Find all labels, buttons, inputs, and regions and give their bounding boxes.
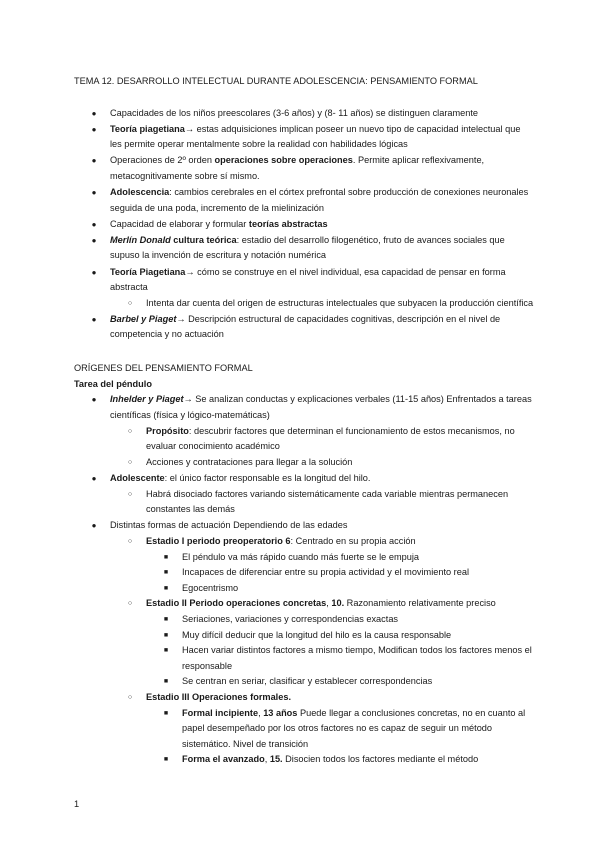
circle-bullet-icon: ○: [127, 693, 133, 701]
bullet-icon: ●: [91, 520, 97, 530]
bullet-icon: ●: [91, 108, 97, 118]
sub-list-item: ○ Intenta dar cuenta del origen de estructuras intelectuales que subyacen la producción científica: [74, 296, 534, 312]
list-item: ● Barbel y Piaget→ Descripción estructural de capacidades cognitivas, descripción en el nivel de competencia y no actuación: [74, 312, 534, 343]
sub-sub-list-item: ■ Forma el avanzado, 15. Disocien todos los factores mediante el método: [74, 752, 534, 768]
square-bullet-icon: ■: [163, 647, 169, 655]
sub-list-item: ○ Acciones y contrataciones para llegar a la solución: [74, 455, 534, 471]
sub-sub-list-item: ■ Egocentrismo: [74, 581, 534, 597]
circle-bullet-icon: ○: [127, 459, 133, 467]
sub-sub-list-item: ■ Muy difícil deducir que la longitud del hilo es la causa responsable: [74, 628, 534, 644]
square-bullet-icon: ■: [163, 756, 169, 764]
list-item: ● Teoría Piagetiana→ cómo se construye en el nivel individual, esa capacidad de pensar en forma abstracta: [74, 265, 534, 296]
bullet-icon: ●: [91, 235, 97, 245]
circle-bullet-icon: ○: [127, 538, 133, 546]
bullet-icon: ●: [91, 267, 97, 277]
list-item: ● Merlín Donald cultura teórica: estadio del desarrollo filogenético, fruto de avances sociales que supuso la invención de escritura y notación numérica: [74, 233, 534, 264]
list-item: ● Capacidades de los niños preescolares (3-6 años) y (8- 11 años) se distinguen claramente: [74, 106, 534, 122]
square-bullet-icon: ■: [163, 584, 169, 592]
bullet-icon: ●: [91, 188, 97, 198]
bullet-icon: ●: [91, 473, 97, 483]
list-item: ● Operaciones de 2º orden operaciones sobre operaciones. Permite aplicar reflexivamente, metacognitivamente sobre sí mismo.: [74, 153, 534, 184]
sub-list-item: ○ Estadio II Periodo operaciones concretas, 10. Razonamiento relativamente preciso: [74, 596, 534, 612]
square-bullet-icon: ■: [163, 631, 169, 639]
sub-sub-list-item: ■ Incapaces de diferenciar entre su propia actividad y el movimiento real: [74, 565, 534, 581]
section-list: [74, 392, 534, 768]
sub-sub-list-item: ■ Formal incipiente, 13 años Puede llegar a conclusiones concretas, no en cuanto al papel desempeñado por los otros factores no es capaz de seguir un método sistemático. Nivel de transición: [74, 706, 534, 753]
intro-list: [74, 106, 534, 343]
square-bullet-icon: ■: [163, 616, 169, 623]
page-content: [74, 74, 534, 768]
list-item: ● Capacidad de elaborar y formular teorías abstractas: [74, 217, 534, 233]
sub-list-item: ○ Estadio III Operaciones formales.: [74, 690, 534, 706]
list-item: ● Adolescente: el único factor responsable es la longitud del hilo.: [74, 471, 534, 487]
square-bullet-icon: ■: [163, 709, 169, 717]
circle-bullet-icon: ○: [127, 600, 133, 608]
bullet-icon: ●: [91, 156, 97, 166]
bullet-icon: ●: [91, 314, 97, 324]
bullet-icon: ●: [91, 124, 97, 134]
circle-bullet-icon: ○: [127, 490, 133, 498]
list-item: ● Distintas formas de actuación Dependiendo de las edades: [74, 518, 534, 534]
section-subheading: Tarea del péndulo: [74, 378, 152, 389]
sub-sub-list-item: ■ Se centran en seriar, clasificar y establecer correspondencias: [74, 674, 534, 690]
square-bullet-icon: ■: [163, 678, 169, 686]
list-item: ● Teoría piagetiana→ estas adquisiciones implican poseer un nuevo tipo de capacidad intelectual que les permite operar mentalmente sobre la realidad con habilidades lógicas: [74, 122, 534, 153]
sub-list-item: ○ Habrá disociado factores variando sistemáticamente cada variable mientras permanecen constantes las demás: [74, 487, 534, 518]
sub-list-item: ○ Estadio I periodo preoperatorio 6: Centrado en su propia acción: [74, 534, 534, 550]
section-heading: ORÍGENES DEL PENSAMIENTO FORMAL: [74, 363, 253, 373]
circle-bullet-icon: ○: [127, 427, 133, 435]
sub-list-item: ○ Propósito: descubrir factores que determinan el funcionamiento de estos mecanismos, no evaluar conocimiento académico: [74, 424, 534, 455]
sub-sub-list-item: ■ El péndulo va más rápido cuando más fuerte se le empuja: [74, 550, 534, 566]
list-item: ● Inhelder y Piaget→ Se analizan conductas y explicaciones verbales (11-15 años) Enfrentados a tareas científicas (física y lógico-matemáticas): [74, 392, 534, 423]
document-title: TEMA 12. DESARROLLO INTELECTUAL DURANTE ADOLESCENCIA: PENSAMIENTO FORMAL: [74, 76, 478, 86]
bullet-icon: ●: [91, 219, 97, 229]
list-item: ● Adolescencia: cambios cerebrales en el córtex prefrontal sobre producción de conexiones neuronales seguida de una poda, incremento de la mielinización: [74, 185, 534, 216]
circle-bullet-icon: ○: [127, 300, 133, 308]
sub-sub-list-item: ■ Seriaciones, variaciones y correspondencias exactas: [74, 612, 534, 628]
page-number: 1: [74, 799, 80, 809]
sub-sub-list-item: ■ Hacen variar distintos factores a mismo tiempo, Modifican todos los factores menos el responsable: [74, 643, 534, 674]
square-bullet-icon: ■: [163, 553, 169, 561]
square-bullet-icon: ■: [163, 569, 169, 577]
bullet-icon: ●: [91, 395, 97, 405]
